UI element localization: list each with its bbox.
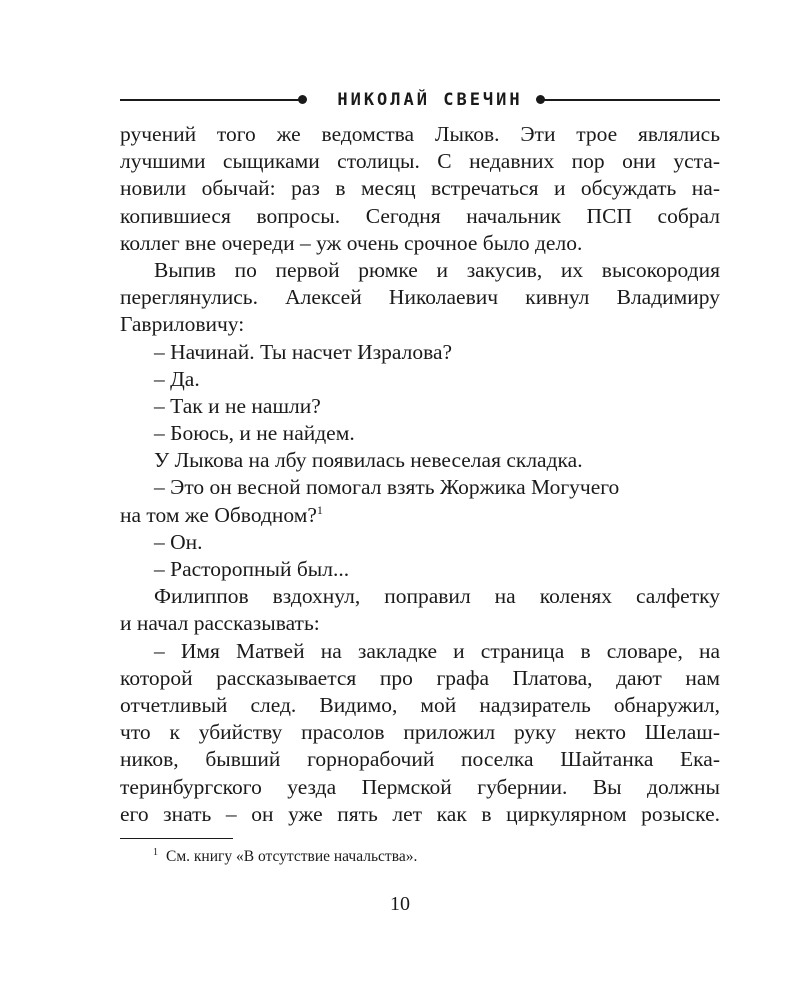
text-line (120, 774, 720, 801)
line-text: Выпив по первой рюмке и закусив, их высокородия (154, 257, 720, 282)
line-text: У Лыкова на лбу появилась невеселая складка. (154, 448, 583, 473)
footnote-reference[interactable]: 1 (316, 502, 323, 517)
text-line (120, 284, 720, 311)
line-text: на том же Обводном? (120, 502, 317, 527)
text-line (120, 121, 720, 148)
line-text: – Начинай. Ты насчет Изралова? (154, 339, 453, 364)
line-text: – Это он весной помогал взять Жоржика Могучего (154, 475, 620, 500)
text-line (120, 474, 720, 501)
line-text: – Имя Матвей на закладке и страница в словаре, на (154, 638, 720, 663)
text-line (120, 556, 720, 583)
line-text: теринбургского уезда Пермской губернии. Вы должны (120, 774, 720, 799)
text-line (120, 148, 720, 175)
line-text: что к убийству прасолов приложил руку некто Шелаш- (120, 720, 720, 745)
line-text: – Он. (154, 529, 203, 554)
footnote (153, 847, 417, 867)
text-line (120, 311, 720, 338)
line-text: ников, бывший горнорабочий поселка Шайтанка Ека- (120, 747, 720, 772)
running-title: НИКОЛАЙ СВЕЧИН (337, 90, 523, 110)
line-text: Филиппов вздохнул, поправил на коленях салфетку (154, 584, 720, 609)
text-line (120, 638, 720, 665)
line-text: – Да. (154, 366, 200, 391)
header-rule-right (540, 99, 720, 101)
line-text: которой рассказывается про графа Платова, дают нам (120, 665, 720, 690)
running-header (120, 88, 720, 112)
line-text: коллег вне очереди – уж очень срочное было дело. (120, 230, 583, 255)
page-number: 10 (390, 893, 410, 915)
text-line (120, 420, 720, 447)
text-line (120, 393, 720, 420)
header-rule-left (120, 99, 300, 101)
text-line (120, 175, 720, 202)
text-line (120, 692, 720, 719)
text-line (120, 366, 720, 393)
line-text: Гавриловичу: (120, 312, 245, 337)
header-dot-left (298, 95, 307, 104)
line-text: копившиеся вопросы. Сегодня начальник ПСП собрал (120, 203, 720, 228)
text-line (120, 230, 720, 257)
text-line (120, 610, 720, 637)
line-text: новили обычай: раз в месяц встречаться и обсуждать на- (120, 176, 720, 201)
text-line (120, 719, 720, 746)
text-line (120, 447, 720, 474)
line-text: его знать – он уже пять лет как в циркулярном розыске. (120, 801, 720, 826)
line-text: переглянулись. Алексей Николаевич кивнул Владимиру (120, 285, 720, 310)
text-line (120, 339, 720, 366)
line-text: ручений того же ведомства Лыков. Эти трое являлись (120, 122, 720, 146)
line-text: – Так и не нашли? (154, 393, 321, 418)
line-text: отчетливый след. Видимо, мой надзиратель обнаружил, (120, 692, 720, 717)
line-text: – Боюсь, и не найдем. (154, 421, 355, 446)
text-line (120, 257, 720, 284)
text-line (120, 665, 720, 692)
footnote-mark: 1 (153, 847, 158, 858)
text-line (120, 203, 720, 230)
footnote-rule (120, 838, 233, 839)
line-text: и начал рассказывать: (120, 611, 320, 636)
body-text (120, 121, 720, 828)
text-line (120, 502, 720, 529)
line-text: – Расторопный был... (154, 557, 350, 581)
text-line (120, 801, 720, 828)
text-line (120, 583, 720, 610)
line-text: лучшими сыщиками столицы. С недавних пор они уста- (120, 149, 720, 174)
text-line (120, 529, 720, 556)
text-line (120, 746, 720, 773)
footnote-text: См. книгу «В отсутствие начальства». (166, 848, 418, 865)
